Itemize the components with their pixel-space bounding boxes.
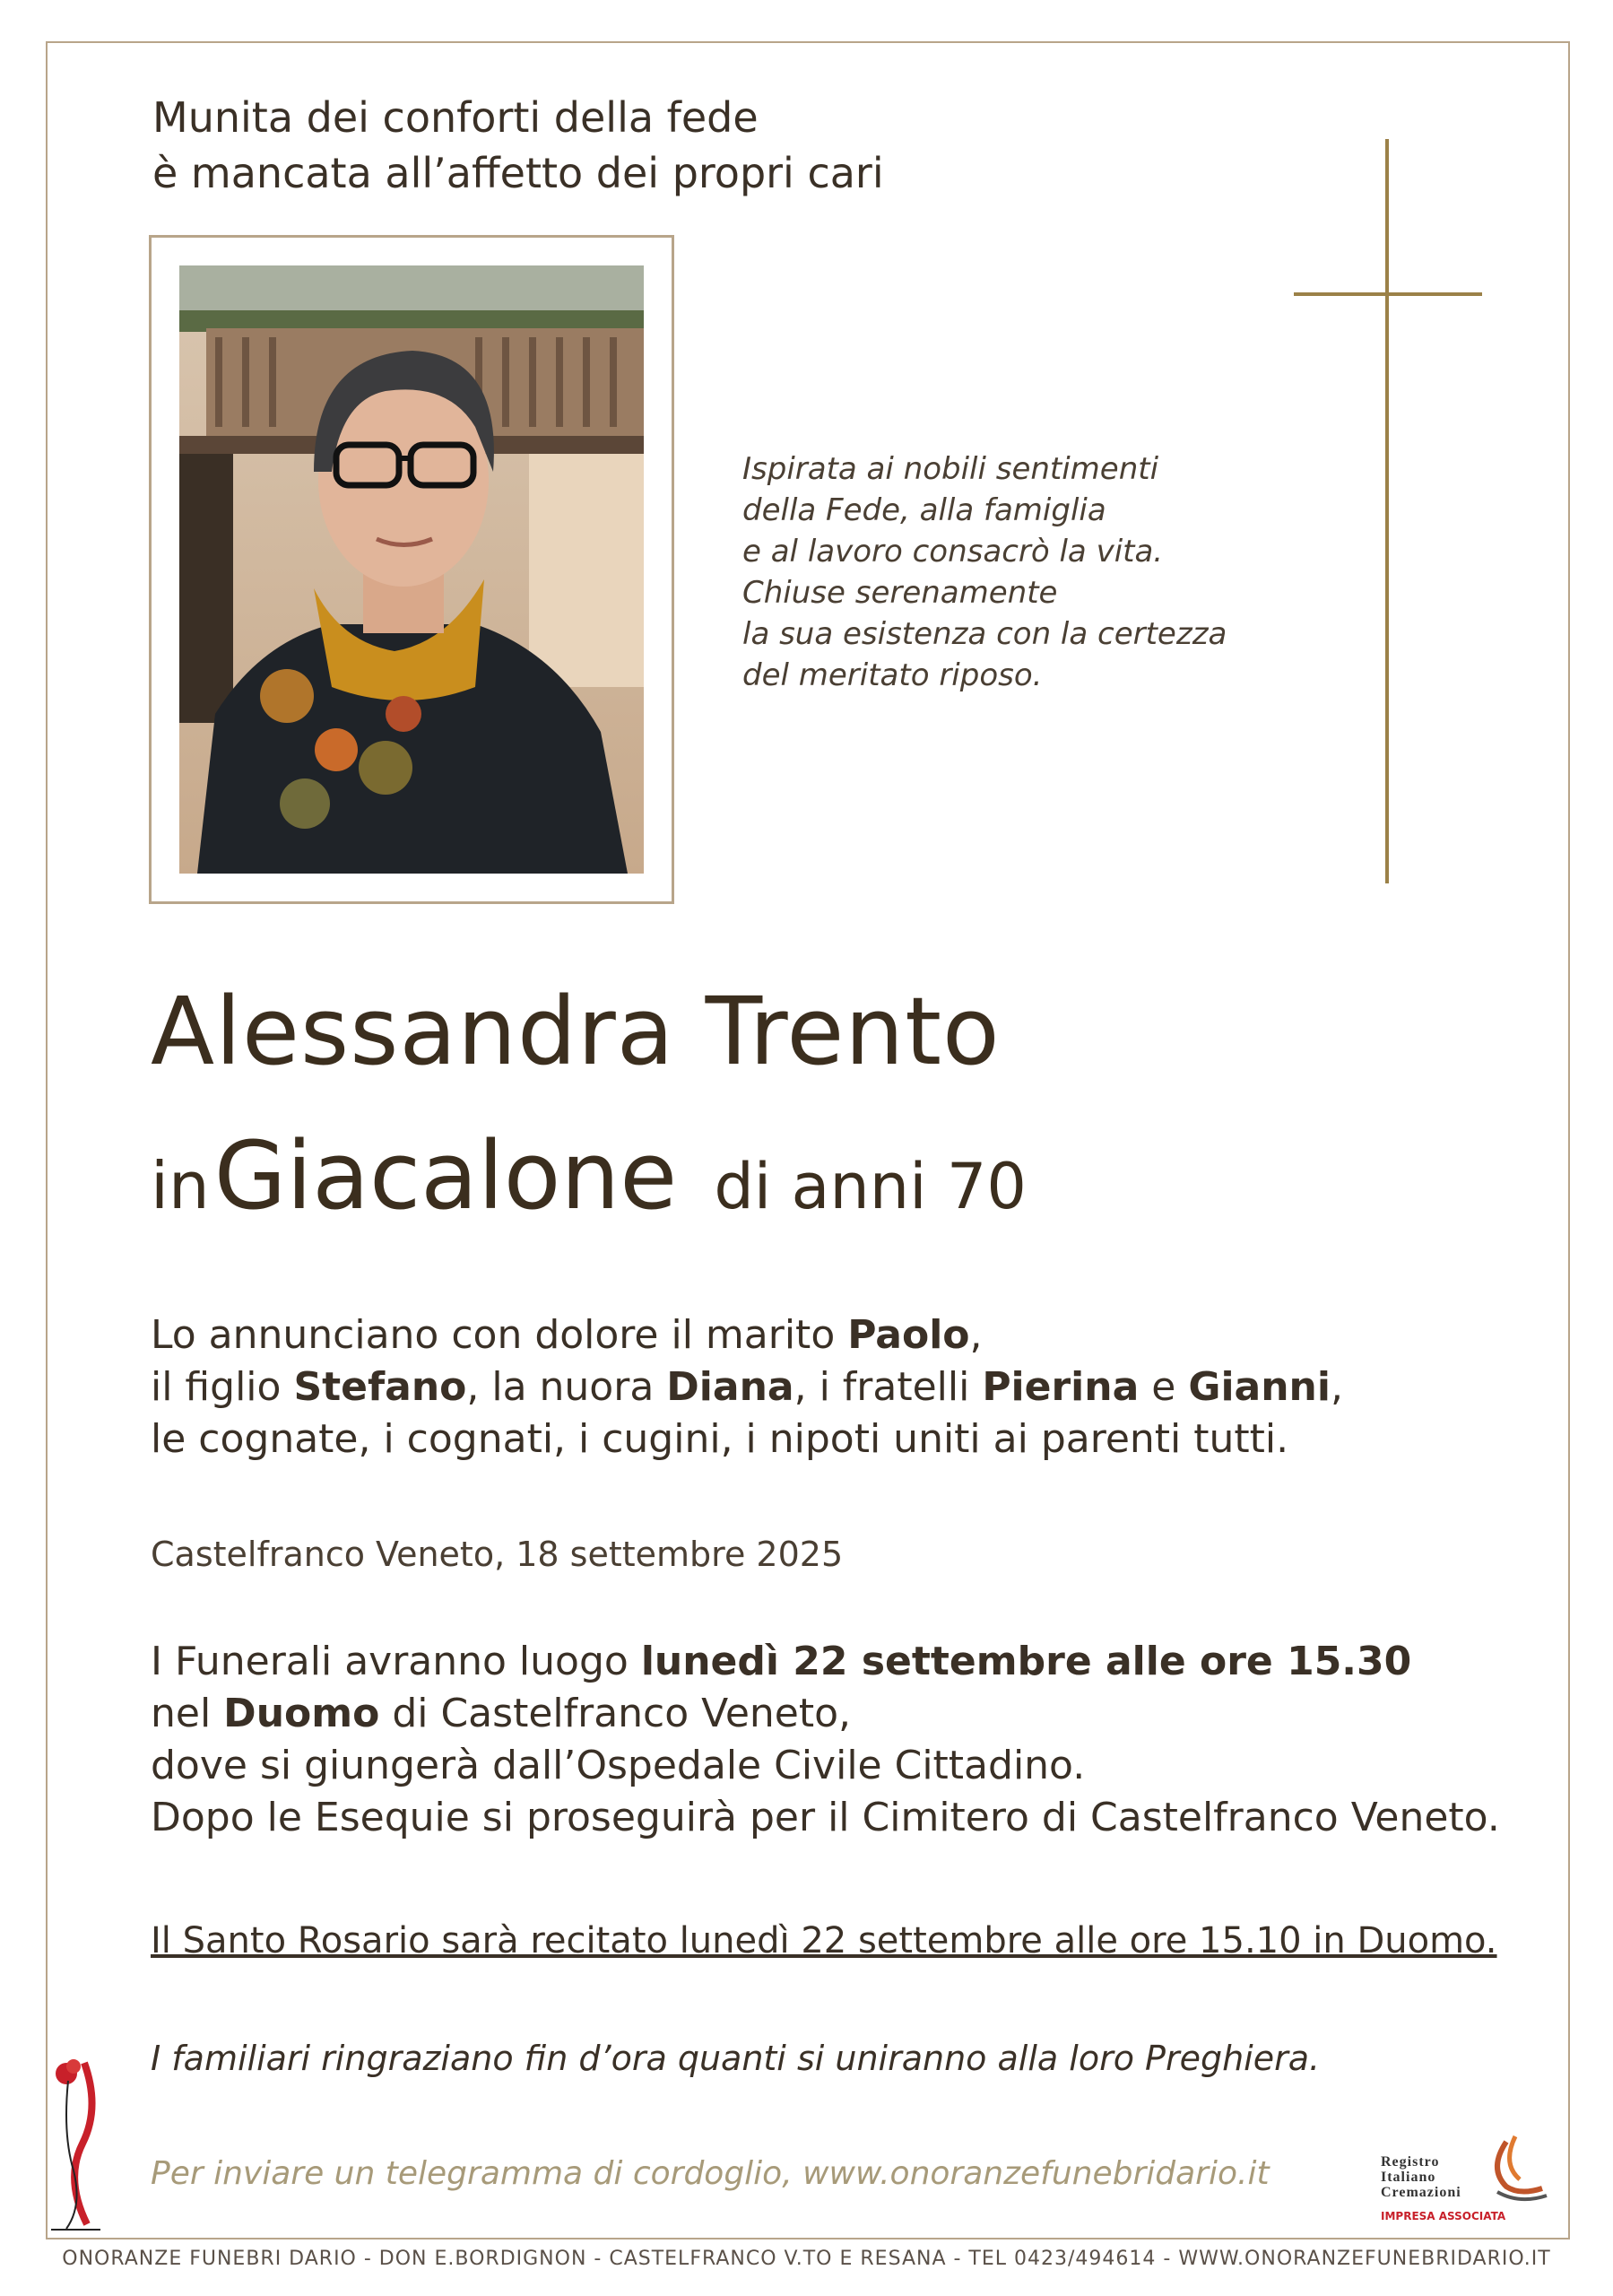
funeral-line-3: dove si giungerà dall’Ospedale Civile Cittadino. [151, 1743, 1086, 1788]
text: il figlio [151, 1364, 294, 1410]
rosary-notice: Il Santo Rosario sarà recitato lunedì 22 settembre alle ore 15.10 in Duomo. [151, 1920, 1497, 1961]
text: e [1139, 1364, 1189, 1410]
cremation-registry-logo [1381, 2133, 1578, 2233]
logo-line-3: Cremazioni [1381, 2185, 1461, 2200]
deceased-age: di anni 70 [714, 1150, 1027, 1223]
quote-line: del meritato riposo. [742, 657, 1043, 693]
name-gianni: Gianni [1188, 1364, 1331, 1410]
text: , i fratelli [793, 1364, 983, 1410]
text: , [1330, 1364, 1343, 1410]
place-date: Castelfranco Veneto, 18 settembre 2025 [151, 1535, 844, 1574]
name-stefano: Stefano [293, 1364, 467, 1410]
name-paolo: Paolo [847, 1312, 970, 1358]
name-pierina: Pierina [982, 1364, 1140, 1410]
funeral-date-time: lunedì 22 settembre alle ore 15.30 [640, 1639, 1412, 1684]
intro-text [152, 90, 884, 201]
quote-line: Chiuse serenamente [742, 575, 1058, 611]
logo-line-2: Italiano [1381, 2170, 1436, 2185]
telegram-link[interactable]: Per inviare un telegramma di cordoglio, www.onoranzefunebridario.it [151, 2155, 1270, 2192]
deceased-married-name [151, 1121, 1027, 1231]
flower-ribbon-icon [47, 2054, 109, 2233]
cross-icon-vertical [1385, 139, 1389, 883]
announcement-line-3: le cognate, i cognati, i cugini, i nipoti uniti ai parenti tutti. [151, 1416, 1289, 1462]
text: Lo annunciano con dolore il marito [151, 1312, 848, 1358]
text: , la nuora [466, 1364, 667, 1410]
logo-line-1: Registro [1381, 2154, 1440, 2170]
text: nel [151, 1691, 224, 1736]
quote-line: e al lavoro consacrò la vita. [742, 534, 1164, 570]
memorial-quote [742, 448, 1227, 696]
logo-tag: IMPRESA ASSOCIATA [1381, 2210, 1506, 2222]
text: , [969, 1312, 983, 1358]
text: di Castelfranco Veneto, [379, 1691, 852, 1736]
name-prefix: in [151, 1148, 210, 1223]
funeral-venue: Duomo [223, 1691, 380, 1736]
text: I Funerali avranno luogo [151, 1639, 641, 1684]
funeral-line-2 [151, 1688, 1500, 1740]
funeral-info [151, 1636, 1500, 1844]
quote-line: Ispirata ai nobili sentimenti [742, 451, 1159, 487]
cross-icon-horizontal [1294, 292, 1482, 296]
quote-line: la sua esistenza con la certezza [742, 616, 1227, 652]
funeral-line-1 [151, 1636, 1500, 1688]
phoenix-icon [1479, 2133, 1551, 2210]
name-diana: Diana [666, 1364, 794, 1410]
intro-line-2: è mancata all’affetto dei propri cari [152, 149, 884, 197]
deceased-photo [179, 265, 644, 874]
announcement-line-2 [151, 1361, 1343, 1413]
deceased-name: Alessandra Trento [151, 977, 1001, 1086]
funeral-line-4: Dopo le Esequie si proseguirà per il Cimitero di Castelfranco Veneto. [151, 1795, 1500, 1840]
quote-line: della Fede, alla famiglia [742, 492, 1106, 528]
announcement [151, 1309, 1343, 1465]
married-surname: Giacalone [213, 1121, 678, 1231]
thanks-text: I familiari ringraziano fin d’ora quanti si uniranno alla loro Preghiera. [151, 2039, 1321, 2078]
footer-contact: ONORANZE FUNEBRI DARIO - DON E.BORDIGNON - CASTELFRANCO V.TO E RESANA - TEL 0423/494614 - WWW.ONORANZEFUNEBRIDARIO.IT [62, 2248, 1551, 2270]
announcement-line-1 [151, 1309, 1343, 1361]
intro-line-1: Munita dei conforti della fede [152, 93, 759, 142]
